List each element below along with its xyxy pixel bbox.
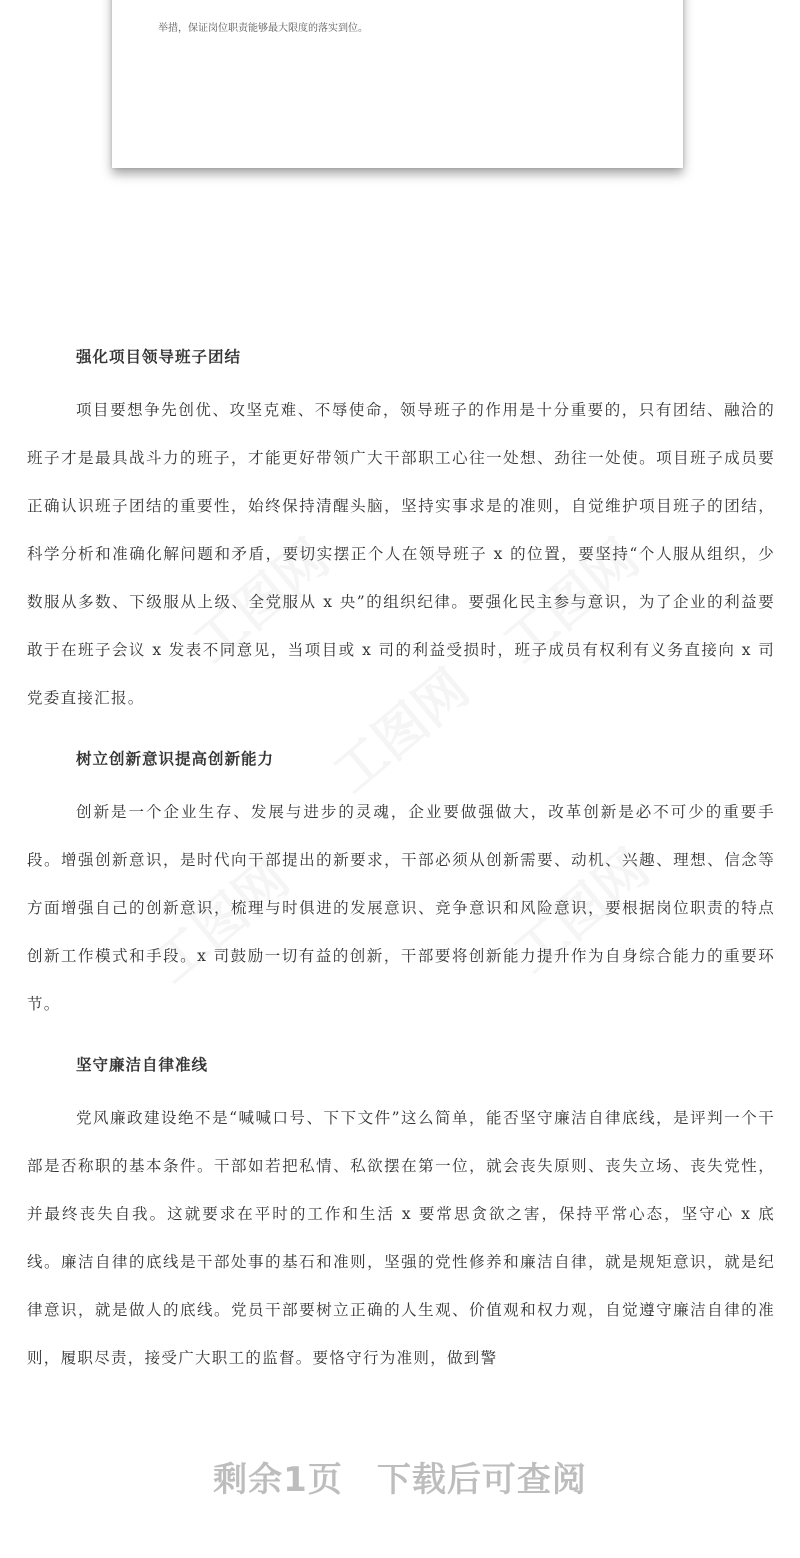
- section-paragraph: 党风廉政建设绝不是“喊喊口号、下下文件”这么简单，能否坚守廉洁自律底线，是评判一个干部是否称职的基本条件。干部如若把私情、私欲摆在第一位，就会丧失原则、丧失立场、丧失党性，并最终丧失自我。这就要求在平时的工作和生活 x 要常思贪欲之害，保持平常心态，坚守心 x 底线。廉洁自律的底线是干部处事的基石和准则，坚强的党性修养和廉洁自律，就是规矩意识，就是纪律意识，就是做人的底线。党员干部要树立正确的人生观、价值观和权力观，自觉遵守廉洁自律的准则，履职尽责，接受广大职工的监督。要恪守行为准则，做到警: [27, 1109, 775, 1367]
- preview-card-text: 举措，保证岗位职责能够最大限度的落实到位。: [158, 23, 368, 34]
- watermark: 工图网: [142, 848, 301, 995]
- section-heading: 坚守廉洁自律准线: [76, 1055, 209, 1074]
- section-paragraph: 项目要想争先创优、攻坚克难、不辱使命，领导班子的作用是十分重要的，只有团结、融洽的班子才是最具战斗力的班子，才能更好带领广大干部职工心往一处想、劲往一处使。项目班子成员要正确认识班子团结的重要性，始终保持清醒头脑，坚持实事求是的准则，自觉维护项目班子的团结，科学分析和准确化解问题和矛盾，要切实摆正个人在领导班子 x 的位置，要坚持“个人服从组织，少数服从多数、下级服从上级、全党服从 x 央”的组织纪律。要强化民主参与意识，为了企业的利益要敢于在班子会议 x 发表不同意见，当项目或 x 司的利益受损时，班子成员有权利有义务直接向 x 司党委直接汇报。: [27, 401, 775, 707]
- document-body: [27, 340, 775, 1402]
- watermark: 工图网: [182, 528, 341, 675]
- section-heading: 强化项目领导班子团结: [76, 347, 242, 366]
- remaining-pages-label: 剩余1页: [213, 1460, 343, 1500]
- section-heading: 树立创新意识提高创新能力: [76, 749, 275, 768]
- download-to-view-label: 下载后可查阅: [376, 1460, 587, 1500]
- preview-card: [112, 0, 683, 168]
- watermark: 工图网: [322, 658, 481, 805]
- watermark: 工图网: [502, 838, 661, 985]
- section-paragraph: 创新是一个企业生存、发展与进步的灵魂，企业要做强做大，改革创新是必不可少的重要手段。增强创新意识，是时代向干部提出的新要求，干部必须从创新需要、动机、兴趣、理想、信念等方面增强自己的创新意识，梳理与时俱进的发展意识、竞争意识和风险意识，要根据岗位职责的特点创新工作模式和手段。x 司鼓励一切有益的创新，干部要将创新能力提升作为自身综合能力的重要环节。: [27, 803, 775, 1013]
- watermark: 工图网: [492, 528, 651, 675]
- download-prompt[interactable]: [0, 1452, 800, 1501]
